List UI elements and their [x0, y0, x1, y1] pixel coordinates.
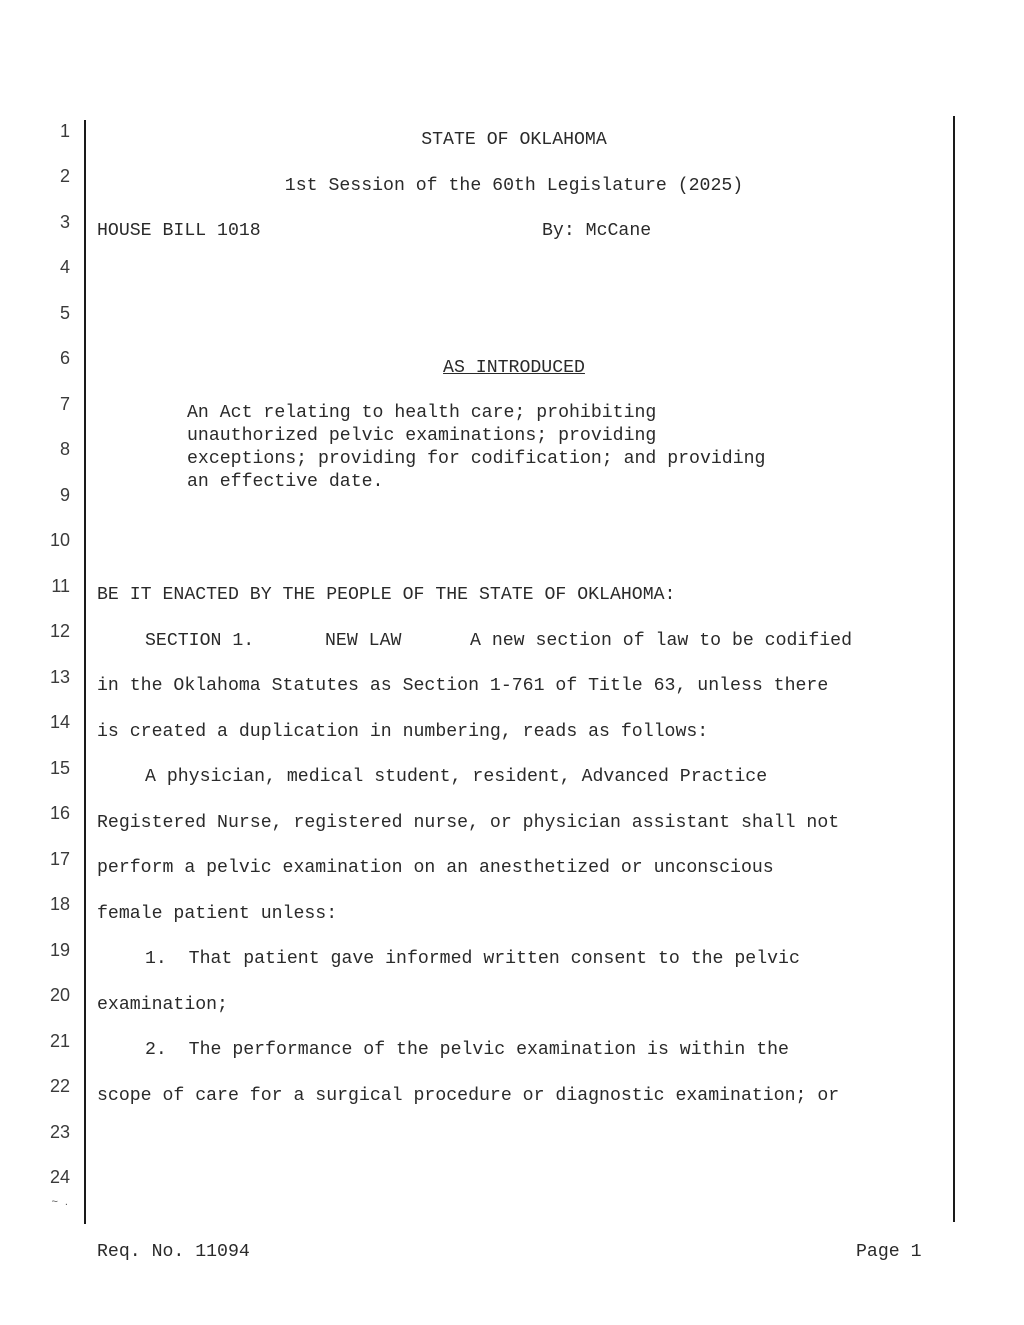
section-text-line: is created a duplication in numbering, reads as follows:: [97, 722, 709, 742]
left-margin-rule: [84, 120, 86, 1224]
body-line: examination;: [97, 995, 228, 1015]
section-text-line: in the Oklahoma Statutes as Section 1-761 of Title 63, unless there: [97, 676, 829, 696]
line-number: 14: [49, 712, 70, 732]
line-number: 16: [49, 803, 70, 823]
line-number: 22: [49, 1076, 70, 1096]
line-number: 11: [51, 576, 70, 596]
page-number: Page 1: [856, 1242, 922, 1262]
section-number: SECTION 1.: [145, 631, 255, 651]
body-line: 1. That patient gave informed written consent to the pelvic: [145, 949, 800, 969]
section-law-type: NEW LAW: [325, 631, 402, 651]
body-line: A physician, medical student, resident, Advanced Practice: [145, 767, 768, 787]
title-line: An Act relating to health care; prohibiting: [187, 403, 657, 423]
line-number: 23: [49, 1122, 70, 1142]
session-heading: 1st Session of the 60th Legislature (2025): [284, 176, 744, 196]
line-number-artifact: ~ .: [51, 1196, 70, 1208]
request-number: Req. No. 11094: [97, 1242, 250, 1262]
line-number: 6: [59, 348, 70, 368]
line-number: 21: [49, 1031, 70, 1051]
line-number: 9: [59, 485, 70, 505]
line-number: 18: [49, 894, 70, 914]
bill-status: AS INTRODUCED: [443, 358, 585, 378]
enacting-clause: BE IT ENACTED BY THE PEOPLE OF THE STATE OF OKLAHOMA:: [97, 585, 676, 605]
line-number: 10: [49, 530, 70, 550]
line-number: 13: [49, 667, 70, 687]
line-number: 1: [59, 121, 70, 141]
body-line: 2. The performance of the pelvic examination is within the: [145, 1040, 789, 1060]
title-line: exceptions; providing for codification; and providing: [187, 449, 766, 469]
line-number: 19: [49, 940, 70, 960]
right-margin-rule: [953, 116, 955, 1222]
body-line: scope of care for a surgical procedure or diagnostic examination; or: [97, 1086, 840, 1106]
body-line: perform a pelvic examination on an anesthetized or unconscious: [97, 858, 774, 878]
line-number: 5: [59, 303, 70, 323]
line-number: 15: [49, 758, 70, 778]
bill-author: By: McCane: [542, 221, 652, 241]
line-number: 17: [49, 849, 70, 869]
line-number: 2: [59, 166, 70, 186]
line-number: 7: [59, 394, 70, 414]
line-number: 24: [49, 1167, 70, 1187]
line-number: 12: [49, 621, 70, 641]
title-line: unauthorized pelvic examinations; providing: [187, 426, 657, 446]
section-heading-text: A new section of law to be codified: [470, 631, 852, 651]
line-number: 20: [49, 985, 70, 1005]
line-number: 3: [59, 212, 70, 232]
line-number: 4: [59, 257, 70, 277]
title-line: an effective date.: [187, 472, 384, 492]
state-heading: STATE OF OKLAHOMA: [421, 130, 607, 150]
line-number: 8: [59, 439, 70, 459]
body-line: female patient unless:: [97, 904, 338, 924]
bill-number: HOUSE BILL 1018: [97, 221, 261, 241]
body-line: Registered Nurse, registered nurse, or physician assistant shall not: [97, 813, 840, 833]
